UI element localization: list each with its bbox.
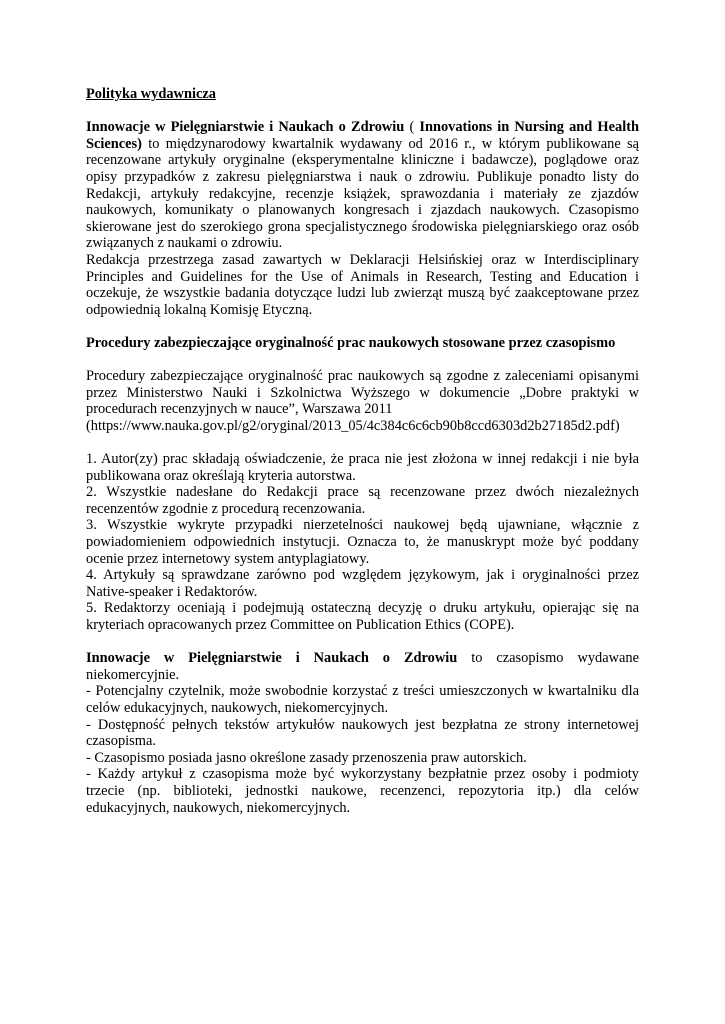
list-item: - Czasopismo posiada jasno określone zasady przenoszenia praw autorskich.	[86, 749, 527, 766]
journal-name: Innowacje w Pielęgniarstwie i Naukach o Zdrowiu	[86, 650, 458, 667]
procedures-heading: Procedury zabezpieczające oryginalność prac naukowych stosowane przez czasopismo	[86, 334, 616, 351]
journal-name: Innowacje w Pielęgniarstwie i Naukach o Zdrowiu	[86, 119, 405, 136]
intro-paragraph	[86, 119, 639, 252]
procedures-list	[86, 451, 639, 634]
list-item: 2. Wszystkie nadesłane do Redakcji prace są recenzowane przez dwóch niezależnych recenzentów zgodnie z procedurą recenzowania.	[86, 484, 639, 517]
list-item: 1. Autor(zy) prac składają oświadczenie, że praca nie jest złożona w innej redakcji i nie była publikowana oraz określają kryteria autorstwa.	[86, 451, 639, 484]
list-item: 3. Wszystkie wykryte przypadki nierzetelności naukowej będą ujawniane, włącznie z powiadomieniem odpowiednich instytucji. Oznacza to, że manuskrypt może być poddany ocenie przez internetowy system antyplagiatowy.	[86, 517, 639, 567]
procedures-url: (https://www.nauka.gov.pl/g2/oryginal/2013_05/4c384c6c6cb90b8ccd6303d2b27185d2.pdf)	[86, 417, 620, 434]
noncommercial-section	[86, 650, 639, 816]
list-item: - Każdy artykuł z czasopisma może być wykorzystany bezpłatnie przez osoby i podmioty trzecie (np. biblioteki, jednostki naukowe, recenzenci, repozytoria itp.) dla celów edukacyjnych, naukowych, niekomercyjnych.	[86, 766, 639, 816]
list-item: 4. Artykuły są sprawdzane zarówno pod względem językowym, jak i oryginalności przez Native-speaker i Redaktorów.	[86, 567, 639, 600]
intro-text: to międzynarodowy kwartalnik wydawany od 2016 r., w którym publikowane są recenzowane artykuły oryginalne (eksperymentalne kliniczne i badawcze), poglądowe oraz opisy przypadków z zakresu pielęgniarstwa i nauk o zdrowiu. Publikuje ponadto listy do Redakcji, artykuły redakcyjne, recenzje książek, sprawozdania i materiały ze zjazdów naukowych, komunikaty o planowanych kongresach i zjazdach naukowych. Czasopismo skierowane jest do szerokiego grona specjalistycznego środowiska pielęgniarskiego oraz osób związanych z naukami o zdrowiu.	[86, 135, 639, 252]
noncommercial-intro	[86, 650, 639, 683]
procedures-intro: Procedury zabezpieczające oryginalność prac naukowych są zgodne z zaleceniami opisanymi przez Ministerstwo Nauki i Szkolnictwa Wyższego w dokumencie „Dobre praktyki w procedurach recenzyjnych w nauce”, Warszawa 2011	[86, 368, 639, 418]
list-item: 5. Redaktorzy oceniają i podejmują ostateczną decyzję o druku artykułu, opierając się na kryteriach opracowanych przez Committee on Publication Ethics (COPE).	[86, 600, 639, 633]
list-item: - Dostępność pełnych tekstów artykułów naukowych jest bezpłatna ze strony internetowej czasopisma.	[86, 716, 639, 750]
paren-open: (	[404, 119, 420, 136]
journal-name-en: Innovations in Nursing and Health Sciences)	[86, 119, 639, 152]
noncommercial-text: to czasopismo wydawane niekomercyjnie.	[86, 650, 639, 683]
ethics-paragraph: Redakcja przestrzega zasad zawartych w Deklaracji Helsińskiej oraz w Interdisciplinary Principles and Guidelines for the Use of Animals in Research, Testing and Education i oczekuje, że wszystkie badania dotyczące ludzi lub zwierząt muszą być zaakceptowane przez odpowiednią lokalną Komisję Etyczną.	[86, 251, 639, 318]
page-title: Polityka wydawnicza	[86, 86, 216, 102]
document-page	[86, 86, 639, 816]
list-item: - Potencjalny czytelnik, może swobodnie korzystać z treści umieszczonych w kwartalniku dla celów edukacyjnych, naukowych, niekomercyjnych.	[86, 683, 639, 716]
